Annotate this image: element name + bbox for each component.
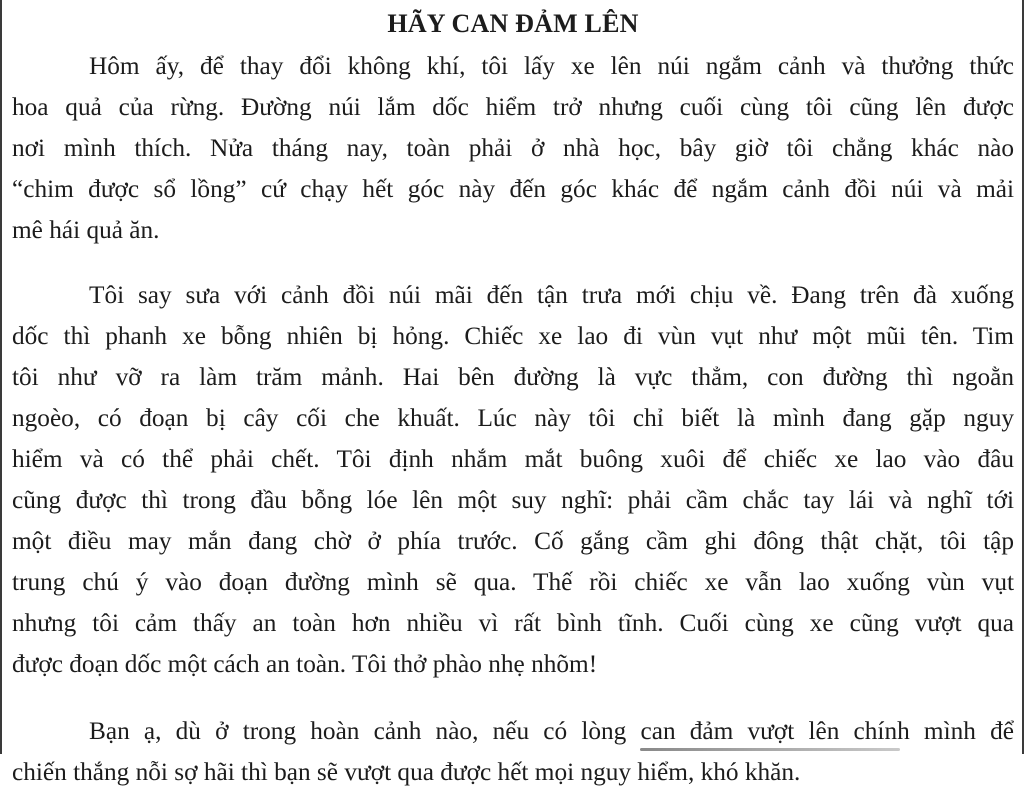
paragraph-line: tôi như vỡ ra làm trăm mảnh. Hai bên đường là vực thẳm, con đường thì ngoằn [12, 363, 1014, 391]
paragraph-line: hoa quả của rừng. Đường núi lắm dốc hiểm trở nhưng cuối cùng tôi cũng lên được [12, 93, 1014, 121]
paragraph-spacing [12, 251, 1014, 275]
paragraph-line: chiến thắng nỗi sợ hãi thì bạn sẽ vượt qua được hết mọi nguy hiểm, khó khăn. [12, 758, 801, 786]
paragraph-2 [12, 275, 1014, 685]
paragraph-spacing [12, 685, 1014, 711]
paragraph-line: “chim được sổ lồng” cứ chạy hết góc này đến góc khác để ngắm cảnh đồi núi và mải [12, 175, 1014, 203]
paragraph-line: được đoạn dốc một cách an toàn. Tôi thở phào nhẹ nhõm! [12, 650, 598, 678]
paragraph-line: cũng được thì trong đầu bỗng lóe lên một suy nghĩ: phải cầm chắc tay lái và nghĩ tới [12, 486, 1014, 514]
document-title: HÃY CAN ĐẢM LÊN [387, 9, 639, 38]
paragraph-line: dốc thì phanh xe bỗng nhiên bị hỏng. Chiếc xe lao đi vùn vụt như một mũi tên. Tim [12, 322, 1014, 350]
paragraph-line: Hôm ấy, để thay đổi không khí, tôi lấy xe lên núi ngắm cảnh và thưởng thức [89, 52, 1014, 80]
paragraph-line: Tôi say sưa với cảnh đồi núi mãi đến tận trưa mới chịu về. Đang trên đà xuống [89, 281, 1014, 309]
paragraph-line: hiểm và có thể phải chết. Tôi định nhắm mắt buông xuôi để chiếc xe lao vào đâu [12, 445, 1014, 473]
paragraph-line: ngoèo, có đoạn bị cây cối che khuất. Lúc này tôi chỉ biết là mình đang gặp nguy [12, 404, 1014, 432]
paragraph-1 [12, 46, 1014, 251]
document-page [12, 4, 1014, 793]
paragraph-line: Bạn ạ, dù ở trong hoàn cảnh nào, nếu có lòng can đảm vượt lên chính mình để [89, 717, 1014, 745]
paragraph-line: một điều may mắn đang chờ ở phía trước. Cố gắng cầm ghi đông thật chặt, tôi tập [12, 527, 1014, 555]
cut-off-text-fragment [640, 742, 900, 754]
paragraph-line: trung chú ý vào đoạn đường mình sẽ qua. Thế rồi chiếc xe vẫn lao xuống vùn vụt [12, 568, 1014, 596]
paragraph-line: nhưng tôi cảm thấy an toàn hơn nhiều vì rất bình tĩnh. Cuối cùng xe cũng vượt qua [12, 609, 1014, 637]
paragraph-line: mê hái quả ăn. [12, 216, 160, 244]
paragraph-line: nơi mình thích. Nửa tháng nay, toàn phải ở nhà học, bây giờ tôi chẳng khác nào [12, 134, 1014, 162]
